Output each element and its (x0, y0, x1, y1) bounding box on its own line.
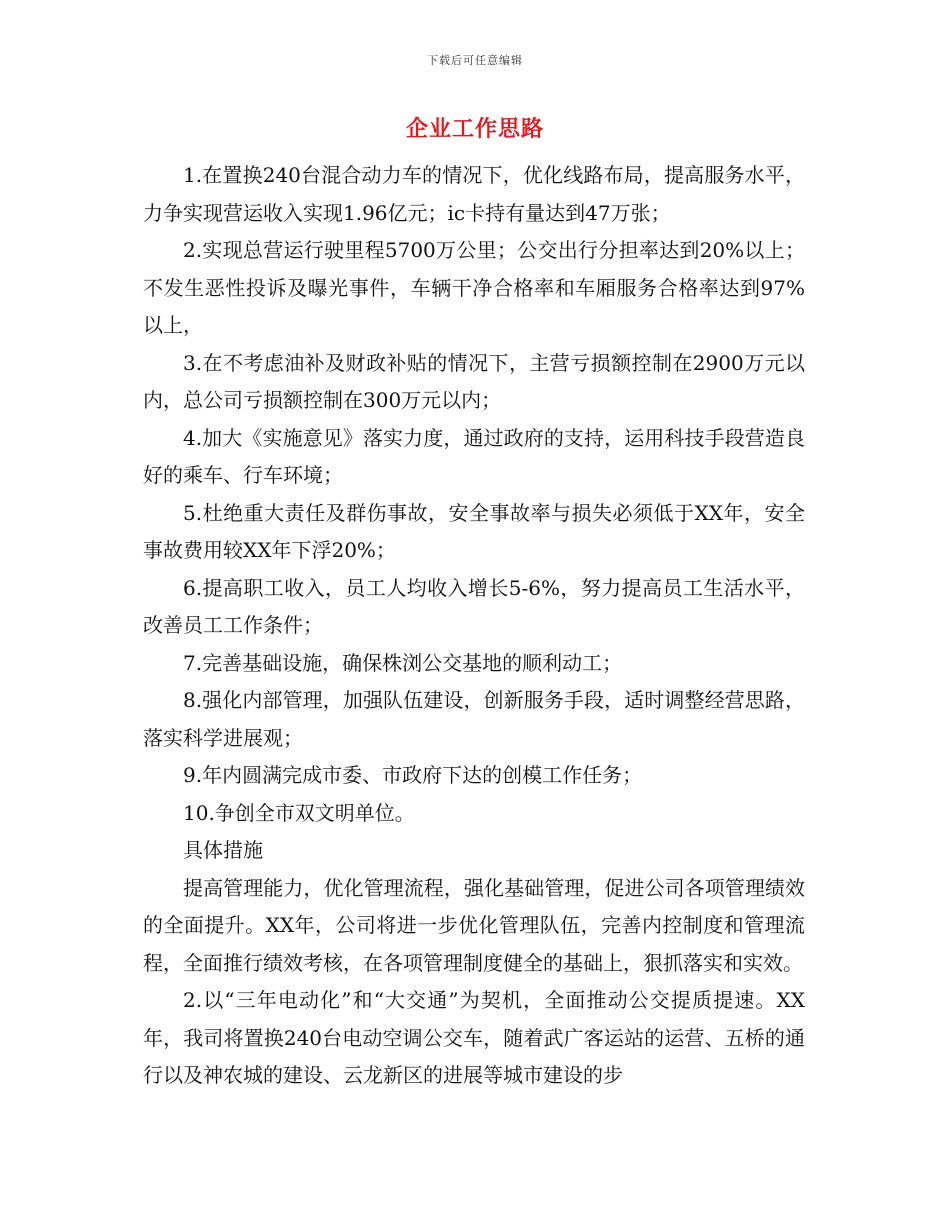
paragraph: 7.完善基础设施，确保株浏公交基地的顺利动工； (183, 650, 623, 675)
header-note: 下载后可任意编辑 (427, 54, 523, 67)
paragraph: 提高管理能力，优化管理流程，强化基础管理，促进公司各项管理绩效的全面提升。XX年，公司将进一步优化管理队伍，完善内控制度和管理流程，全面推行绩效考核，在各项管理制度健全的基础上，狠抓落实和实效。 (143, 875, 805, 975)
paragraph: 5.杜绝重大责任及群伤事故，安全事故率与损失必须低于XX年，安全事故费用较XX年下浮20%； (143, 500, 805, 562)
paragraph: 2.实现总营运行驶里程5700万公里；公交出行分担率达到20%以上；不发生恶性投诉及曝光事件，车辆干净合格率和车厢服务合格率达到97%以上， (143, 238, 805, 337)
paragraph: 4.加大《实施意见》落实力度，通过政府的支持，运用科技手段营造良好的乘车、行车环境； (143, 425, 805, 487)
paragraph: 2.以“三年电动化”和“大交通”为契机，全面推动公交提质提速。XX年，我司将置换240台电动空调公交车，随着武广客运站的运营、五桥的通行以及神农城的建设、云龙新区的进展等城市建设的步 (143, 988, 805, 1087)
paragraph: 1.在置换240台混合动力车的情况下，优化线路布局，提高服务水平，力争实现营运收入实现1.96亿元；ic卡持有量达到47万张； (143, 163, 805, 225)
paragraph: 9.年内圆满完成市委、市政府下达的创模工作任务； (183, 763, 643, 787)
document-title: 企业工作思路 (405, 117, 544, 142)
paragraph: 8.强化内部管理，加强队伍建设，创新服务手段，适时调整经营思路，落实科学进展观； (143, 688, 805, 750)
document-body (143, 157, 805, 1095)
paragraph: 10.争创全市双文明单位。 (183, 800, 415, 825)
section-heading: 具体措施 (183, 838, 263, 862)
paragraph: 6.提高职工收入，员工人均收入增长5-6%，努力提高员工生活水平，改善员工工作条件； (143, 575, 805, 637)
paragraph: 3.在不考虑油补及财政补贴的情况下，主营亏损额控制在2900万元以内，总公司亏损额控制在300万元以内； (143, 350, 805, 412)
